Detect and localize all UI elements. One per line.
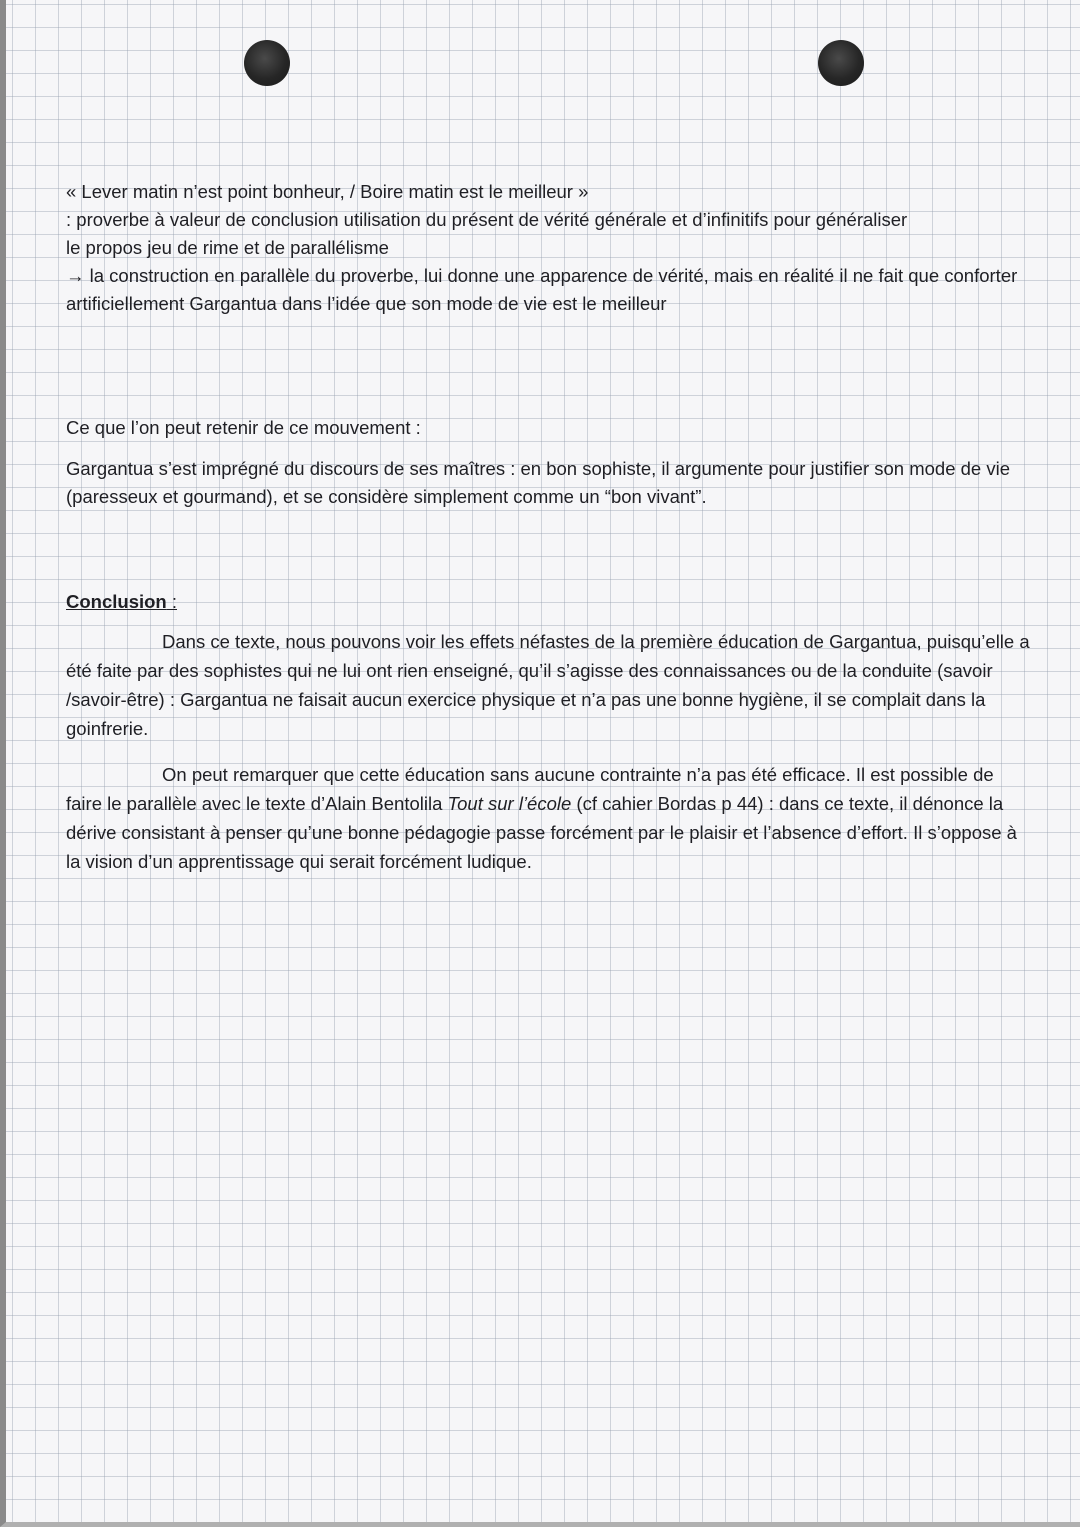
retain-heading: Ce que l’on peut retenir de ce mouvement : [66,417,421,438]
proverb-comment-continued: le propos jeu de rime et de parallélisme [66,237,389,258]
paragraph-2-start: On peut remarquer que cette éducation sans aucune contrainte n’a pas été efficace. Il est possible de faire le parallèle avec le texte d’Alain Bentolila [66,764,994,814]
retain-summary: Gargantua s’est imprégné du discours de ses maîtres : en bon sophiste, il argumente pour justifier son mode de vie (paresseux et gourmand), et se considère simplement comme un “bon vivant”. [66,458,1011,507]
conclusion-title: Conclusion [66,591,167,612]
paragraph-2-end: (cf cahier Bordas p 44) : dans ce texte, il dénonce la dérive consistant à penser qu’une bonne pédagogie passe forcément par le plaisir et l’absence d’effort. Il s’oppose à la vision d’un apprentissage qui serait forcément ludique. [66,793,1017,872]
proverb-analysis [66,178,1036,318]
arrow-remark [66,262,1036,318]
conclusion-paragraph-2 [66,760,1032,876]
punch-hole-right [818,40,864,86]
book-title: Tout sur l’école [447,793,572,814]
arrow-icon: → [66,265,85,286]
arrow-remark-text: la construction en parallèle du proverbe, lui donne une apparence de vérité, mais en réalité il ne fait que conforter artificiellement Gargantua dans l’idée que son mode de vie est le meilleur [66,265,1018,314]
conclusion-paragraph-1: Dans ce texte, nous pouvons voir les effets néfastes de la première éducation de Gargantua, puisqu’elle a été faite par des sophistes qui ne lui ont rien enseigné, qu’il s’agisse des connaissances ou de la conduite (savoir /savoir-être) : Gargantua ne faisait aucun exercice physique et n’a pas une bonne hygiène, il se complait dans la goinfrerie. [66,631,1030,739]
proverb-quote: « Lever matin n’est point bonheur, / Boire matin est le meilleur » [66,181,589,202]
punch-hole-left [244,40,290,86]
conclusion-colon: : [166,591,178,612]
proverb-comment: : proverbe à valeur de conclusion utilisation du présent de vérité générale et d’infinitifs pour généraliser [66,209,908,230]
conclusion-heading [66,588,1036,616]
